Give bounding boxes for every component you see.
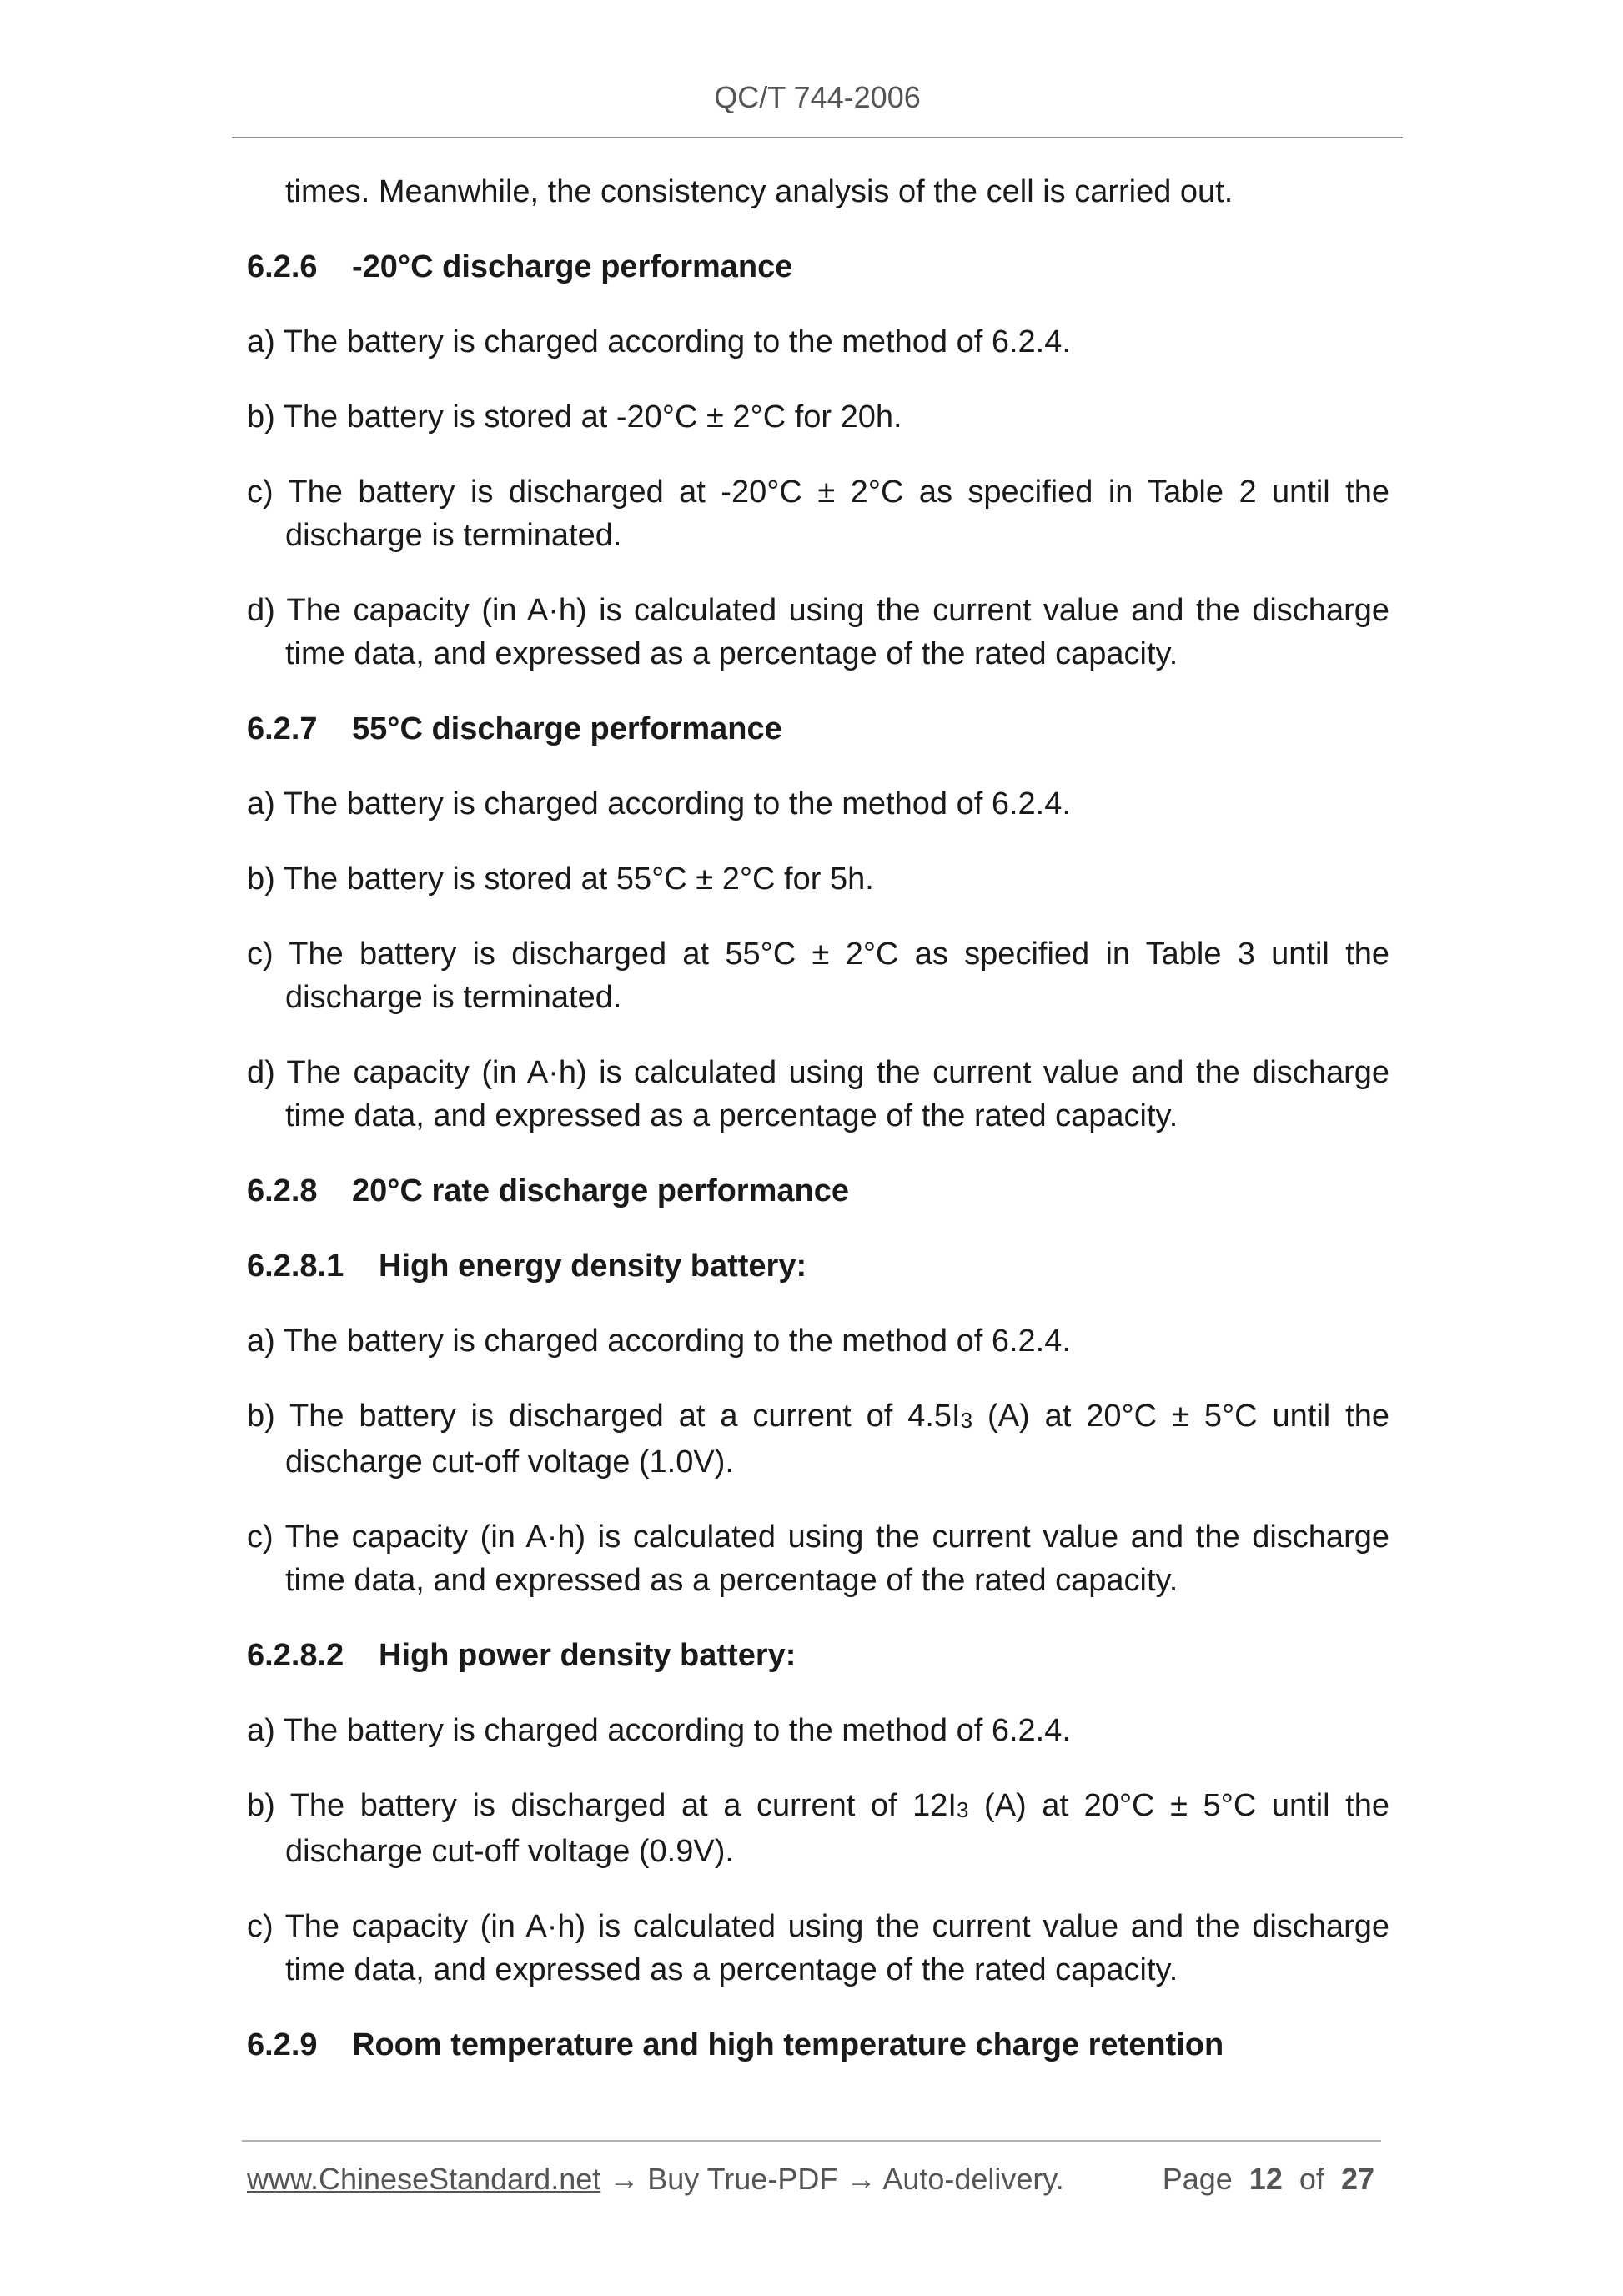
list-item: c) The capacity (in A·h) is calculated using the current value and the discharge time data, and expressed as a percentage of the rated capacity. bbox=[247, 1909, 1389, 1987]
section-number: 6.2.7 bbox=[247, 711, 318, 746]
list-item: d) The capacity (in A·h) is calculated using the current value and the discharge time data, and expressed as a percentage of the rated capacity. bbox=[247, 1055, 1389, 1133]
section-number: 6.2.6 bbox=[247, 249, 318, 284]
page-counter bbox=[1163, 2162, 1374, 2197]
section-title: Room temperature and high temperature charge retention bbox=[352, 2027, 1224, 2062]
section-number: 6.2.8 bbox=[247, 1173, 318, 1208]
page-number: 12 bbox=[1249, 2162, 1283, 2196]
list-item: a) The battery is charged according to the method of 6.2.4. bbox=[247, 786, 1071, 821]
continuation-paragraph: times. Meanwhile, the consistency analysis of the cell is carried out. bbox=[285, 174, 1234, 209]
section-6-2-8-heading bbox=[247, 1169, 1389, 1213]
header-divider bbox=[232, 137, 1403, 138]
footer-text: → Buy True-PDF → Auto-delivery. bbox=[600, 2162, 1064, 2196]
section-6-2-8-1-heading bbox=[247, 1244, 1389, 1288]
of-word: of bbox=[1299, 2162, 1324, 2196]
section-6-2-8-2-heading bbox=[247, 1634, 1389, 1677]
page-header: QC/T 744-2006 bbox=[714, 80, 921, 114]
item-text: (A) at 20°C ± 5°C until the discharge cut-off voltage (1.0V). bbox=[285, 1399, 1390, 1480]
section-number: 6.2.8.2 bbox=[247, 1638, 344, 1673]
section-6-2-7-heading bbox=[247, 707, 1389, 751]
subscript: 3 bbox=[957, 1797, 969, 1822]
list-item: c) The battery is discharged at 55°C ± 2°C as specified in Table 3 until the discharge is terminated. bbox=[247, 937, 1389, 1015]
list-item: a) The battery is charged according to the method of 6.2.4. bbox=[247, 1324, 1071, 1359]
list-item: c) The battery is discharged at -20°C ± 2°C as specified in Table 2 until the discharge is terminated. bbox=[247, 475, 1389, 553]
document-body bbox=[247, 170, 1389, 2098]
list-item bbox=[247, 1394, 1389, 1484]
item-text: b) The battery is discharged at a current of 12I bbox=[247, 1788, 957, 1823]
section-6-2-9-heading bbox=[247, 2023, 1389, 2067]
section-number: 6.2.8.1 bbox=[247, 1248, 344, 1284]
section-number: 6.2.9 bbox=[247, 2027, 318, 2062]
page-footer bbox=[247, 2162, 1381, 2197]
section-title: High energy density battery: bbox=[379, 1248, 807, 1284]
list-item: a) The battery is charged according to the method of 6.2.4. bbox=[247, 1713, 1071, 1748]
website-link[interactable]: www.ChineseStandard.net bbox=[247, 2162, 601, 2196]
page-word: Page bbox=[1162, 2162, 1233, 2196]
list-item: c) The capacity (in A·h) is calculated using the current value and the discharge time data, and expressed as a percentage of the rated capacity. bbox=[247, 1520, 1389, 1598]
list-item: a) The battery is charged according to the method of 6.2.4. bbox=[247, 324, 1071, 359]
list-item bbox=[247, 1784, 1389, 1873]
section-title: High power density battery: bbox=[379, 1638, 796, 1673]
item-text: b) The battery is discharged at a current of 4.5I bbox=[247, 1399, 961, 1434]
page-total: 27 bbox=[1340, 2162, 1374, 2196]
section-title: -20°C discharge performance bbox=[352, 249, 793, 284]
item-text: (A) at 20°C ± 5°C until the discharge cut-off voltage (0.9V). bbox=[285, 1788, 1389, 1869]
section-title: 55°C discharge performance bbox=[352, 711, 782, 746]
section-6-2-6-heading bbox=[247, 245, 1389, 289]
footer-divider bbox=[242, 2140, 1381, 2142]
subscript: 3 bbox=[960, 1408, 973, 1433]
list-item: b) The battery is stored at -20°C ± 2°C for 20h. bbox=[247, 399, 902, 435]
list-item: b) The battery is stored at 55°C ± 2°C for 5h. bbox=[247, 862, 874, 897]
section-title: 20°C rate discharge performance bbox=[352, 1173, 849, 1208]
list-item: d) The capacity (in A·h) is calculated using the current value and the discharge time data, and expressed as a percentage of the rated capacity. bbox=[247, 593, 1389, 671]
